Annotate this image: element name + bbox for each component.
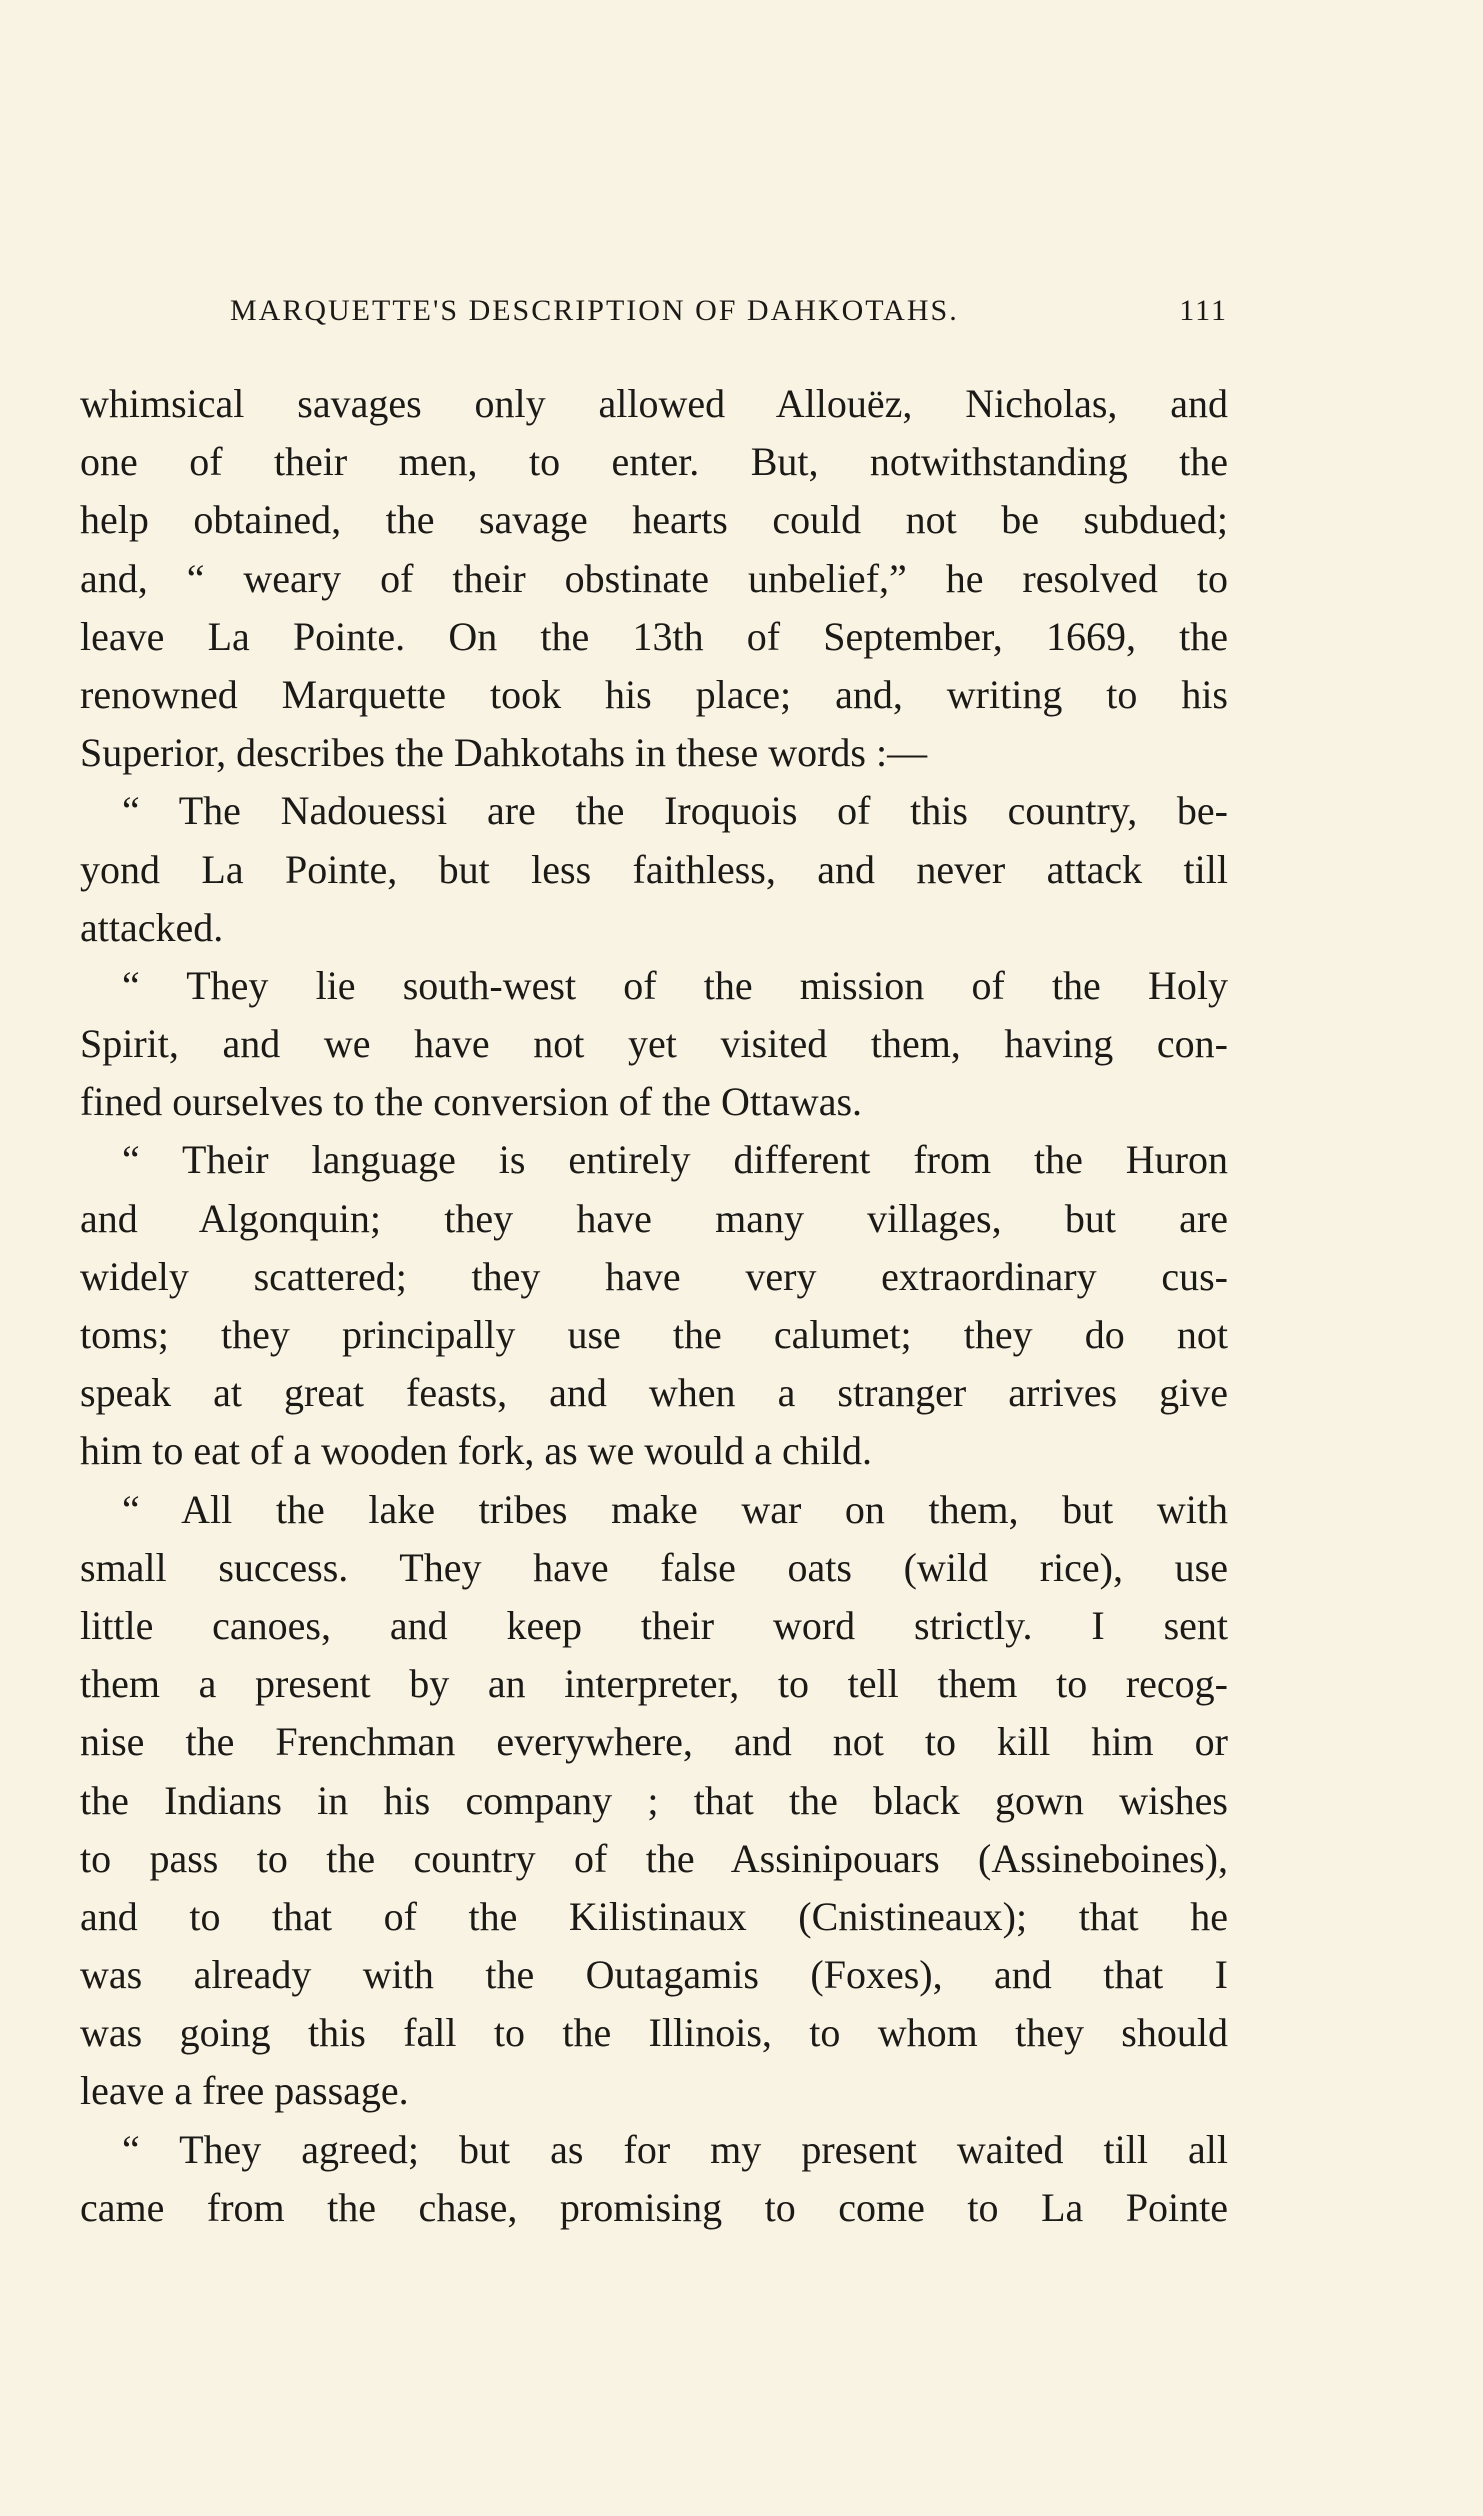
running-title: MARQUETTE'S DESCRIPTION OF DAHKOTAHS. (230, 294, 959, 327)
text-line: and to that of the Kilistinaux (Cnistineaux); that he (80, 1893, 1228, 1939)
text-line: “ They lie south-west of the mission of the Holy (122, 962, 1228, 1008)
running-head (80, 294, 1228, 344)
text-line: Spirit, and we have not yet visited them, having con- (80, 1021, 1228, 1067)
text-line: them a present by an interpreter, to tell them to recog- (80, 1661, 1228, 1707)
text-line: Superior, describes the Dahkotahs in these words :— (80, 730, 928, 776)
text-line: was already with the Outagamis (Foxes), and that I (80, 1952, 1228, 1998)
text-line: to pass to the country of the Assinipouars (Assineboines), (80, 1835, 1228, 1881)
text-line: yond La Pointe, but less faithless, and never attack till (80, 846, 1228, 892)
text-line: leave a free passage. (80, 2068, 409, 2114)
text-line: widely scattered; they have very extraordinary cus- (80, 1253, 1228, 1299)
text-line: “ They agreed; but as for my present waited till all (122, 2126, 1228, 2172)
text-line: him to eat of a wooden fork, as we would a child. (80, 1428, 873, 1474)
text-line: renowned Marquette took his place; and, writing to his (80, 671, 1228, 717)
text-line: leave La Pointe. On the 13th of September, 1669, the (80, 613, 1228, 659)
text-line: fined ourselves to the conversion of the Ottawas. (80, 1079, 863, 1125)
text-line: little canoes, and keep their word strictly. I sent (80, 1602, 1228, 1648)
body-text (80, 375, 1228, 2237)
text-line: came from the chase, promising to come to La Pointe (80, 2184, 1228, 2230)
text-line: whimsical savages only allowed Allouëz, Nicholas, and (80, 381, 1228, 426)
page-number: 111 (1179, 294, 1228, 327)
text-line: “ Their language is entirely different from the Huron (122, 1137, 1228, 1183)
text-line: and, “ weary of their obstinate unbelief,” he resolved to (80, 555, 1228, 601)
text-line: and Algonquin; they have many villages, but are (80, 1195, 1228, 1241)
text-line: small success. They have false oats (wild rice), use (80, 1544, 1228, 1590)
text-line: nise the Frenchman everywhere, and not to kill him or (80, 1719, 1228, 1765)
text-line: toms; they principally use the calumet; they do not (80, 1312, 1228, 1357)
text-line: was going this fall to the Illinois, to whom they should (80, 2010, 1228, 2056)
text-line: help obtained, the savage hearts could not be subdued; (80, 497, 1228, 543)
text-line: attacked. (80, 904, 224, 950)
text-line: one of their men, to enter. But, notwithstanding the (80, 439, 1228, 485)
text-line: the Indians in his company ; that the black gown wishes (80, 1777, 1228, 1823)
text-line: “ All the lake tribes make war on them, but with (122, 1486, 1228, 1532)
text-line: “ The Nadouessi are the Iroquois of this country, be- (122, 788, 1228, 834)
text-line: speak at great feasts, and when a stranger arrives give (80, 1370, 1228, 1416)
